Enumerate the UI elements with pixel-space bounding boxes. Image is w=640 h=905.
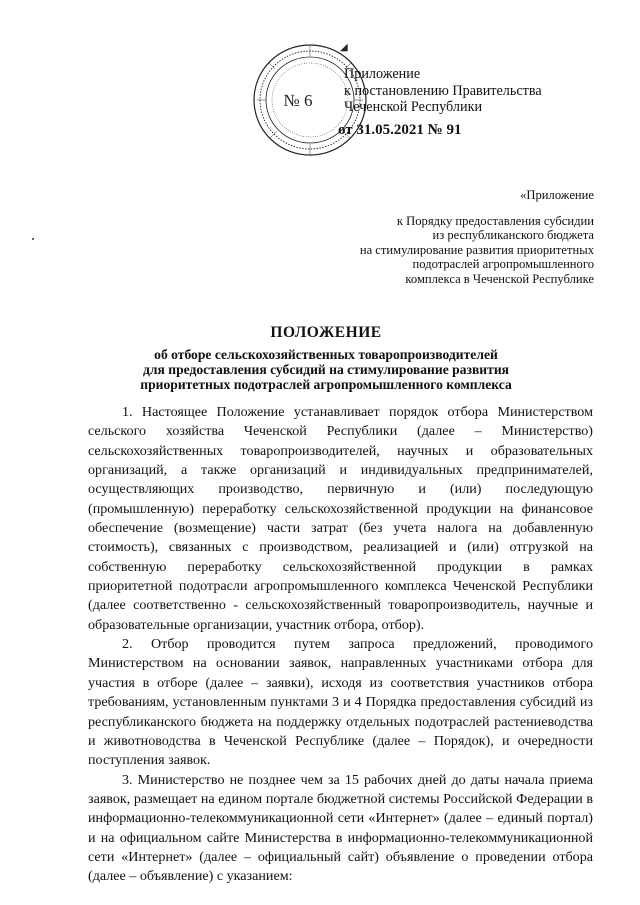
stamp-ticket: ◢ — [340, 42, 348, 53]
title-subline: для предоставления субсидий на стимулирование развития — [142, 362, 510, 377]
annex-ref-line: на стимулирование развития приоритетных — [359, 242, 594, 257]
paragraph-3: 3. Министерство не позднее чем за 15 рабочих дней до даты начала приема заявок, размещает на едином портале бюджетной системы Российской Федерации в информационно-телекоммуникационной сети «Интернет» (далее – единый портал) и на официальном сайте Министерства в информационно-телекоммуникационной сети «Интернет» (далее – официальный сайт) объявление о проведении отбора (далее – объявление) с указанием: — [88, 771, 593, 885]
annex-reference — [314, 188, 594, 287]
paragraph-2: 2. Отбор проводится путем запроса предложений, проводимого Министерством на основании заявок, направленных участниками отбора для участия в отборе (далее – заявки), исходя из соответствия участников отбора требованиям, установленным пунктами 3 и 4 Порядка предоставления субсидий из республиканского бюджета на поддержку отдельных подотраслей растениеводства и животноводства в Чеченской Республике (далее – Порядок), и очередности поступления заявок. — [88, 636, 593, 769]
annex-line: Приложение — [344, 66, 421, 82]
annex-ref-line: комплекса в Чеченской Республике — [405, 271, 594, 286]
title-subline: приоритетных подотраслей агропромышленного комплекса — [140, 377, 512, 392]
annex-ref-line: подотраслей агропромышленного — [412, 257, 594, 272]
annex-ref-line: к Порядку предоставления субсидии — [396, 213, 594, 228]
annex-ref-line: «Приложение — [520, 188, 594, 202]
stamp-number: № 6 — [283, 91, 313, 110]
annex-line: Чеченской Республики — [344, 99, 483, 115]
title-subheading — [70, 347, 582, 392]
annex-header — [338, 66, 542, 138]
annex-ref-line: из республиканского бюджета — [432, 228, 594, 243]
paragraph-1: 1. Настоящее Положение устанавливает порядок отбора Министерством сельского хозяйства Чеченской Республики (далее – Министерство) сельскохозяйственных товаропроизводителей, научных и образовательных организаций, а также организаций и индивидуальных предпринимателей, осуществляющих производство, первичную и (или) последующую (промышленную) переработку сельскохозяйственной продукции на финансовое обеспечение (возмещение) части затрат (без учета налога на добавленную стоимость), связанных с производством, реализацией и (или) отгрузкой на собственную переработку сельскохозяйственной продукции в рамках приоритетной подотрасли агропромышленного комплекса Чеченской Республики (далее соответственно - сельскохозяйственный товаропроизводитель, научные и образовательные организации, участник отбора, отбор). — [88, 404, 593, 633]
annex-date: от 31.05.2021 № 91 — [338, 121, 462, 138]
scan-speck — [32, 238, 34, 240]
title-heading: ПОЛОЖЕНИЕ — [270, 324, 382, 341]
annex-line: к постановлению Правительства — [344, 82, 542, 99]
title-subline: об отборе сельскохозяйственных товаропроизводителей — [154, 347, 498, 362]
document-title — [70, 322, 582, 392]
document-body — [88, 403, 593, 887]
